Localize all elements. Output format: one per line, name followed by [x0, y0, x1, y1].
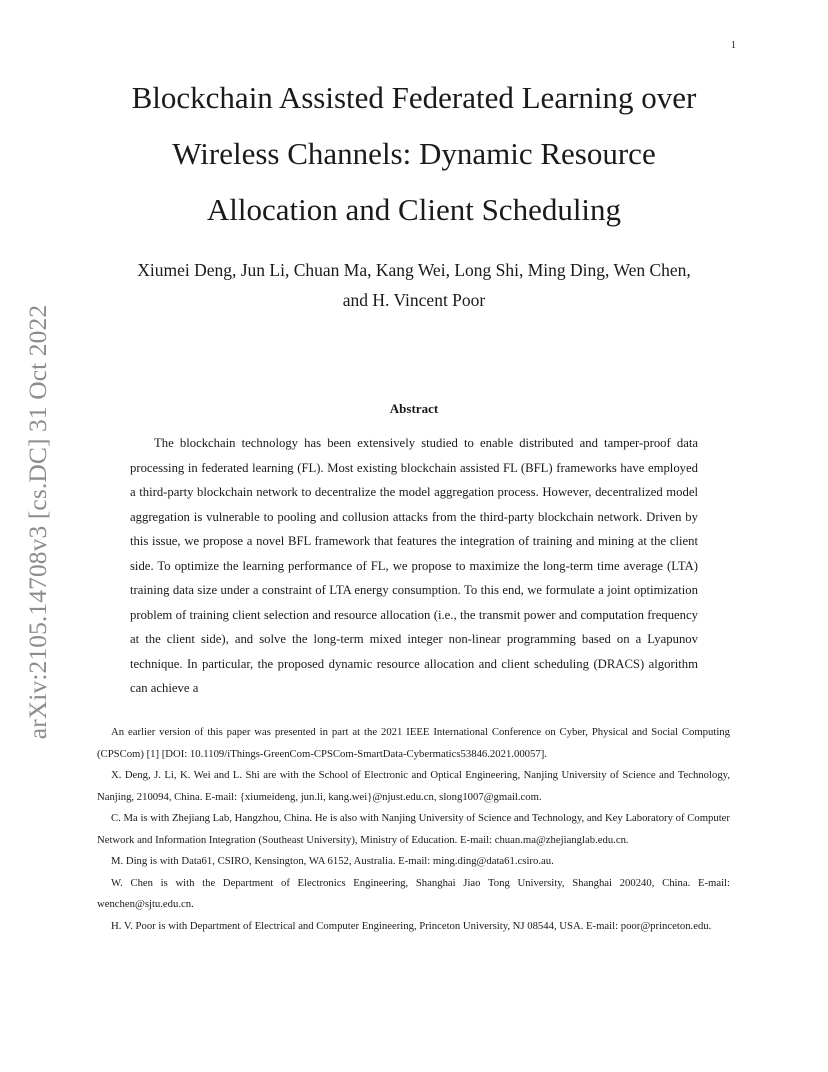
- abstract-body: The blockchain technology has been extensively studied to enable distributed and tamper-proof data processing in federated learning (FL). Most existing blockchain assisted FL (BFL) frameworks have employed a third-party blockchain network to decentralize the model aggregation process. However, decentralized model aggregation is vulnerable to pooling and collusion attacks from the third-party blockchain network. Driven by this issue, we propose a novel BFL framework that features the integration of training and mining at the client side. To optimize the learning performance of FL, we propose to maximize the long-term time average (LTA) training data size under a constraint of LTA energy consumption. To this end, we formulate a joint optimization problem of training client selection and resource allocation (i.e., the transmit power and computation frequency at the client side), and solve the long-term mixed integer non-linear programming based on a Lyapunov technique. In particular, the proposed dynamic resource allocation and client scheduling (DRACS) algorithm can achieve a: [130, 436, 698, 695]
- title-line: Blockchain Assisted Federated Learning over: [131, 80, 697, 115]
- author-line: and H. Vincent Poor: [342, 290, 486, 310]
- author-list: [0, 255, 828, 315]
- arxiv-stamp: [22, 287, 54, 757]
- footnote: X. Deng, J. Li, K. Wei and L. Shi are with the School of Electronic and Optical Engineering, Nanjing University of Science and Technology, Nanjing, 210094, China. E-mail: {xiumeideng, jun.li, kang.wei}@njust.edu.cn, slong1007@gmail.com.: [97, 769, 730, 803]
- page-number: 1: [731, 40, 736, 51]
- footnote: W. Chen is with the Department of Electronics Engineering, Shanghai Jiao Tong University, Shanghai 200240, China. E-mail: wenchen@sjtu.edu.cn.: [97, 876, 730, 910]
- author-line: Xiumei Deng, Jun Li, Chuan Ma, Kang Wei, Long Shi, Ming Ding, Wen Chen,: [137, 260, 691, 280]
- title-line: Wireless Channels: Dynamic Resource: [172, 136, 656, 171]
- footnote: An earlier version of this paper was presented in part at the 2021 IEEE International Conference on Cyber, Physical and Social Computing (CPSCom) [1] [DOI: 10.1109/iThings-GreenCom-CPSCom-SmartData-Cybermatics53846.2021.00057].: [97, 726, 730, 760]
- abstract-heading: Abstract: [389, 401, 439, 416]
- paper-title: [0, 70, 828, 238]
- title-line: Allocation and Client Scheduling: [206, 192, 622, 227]
- footnote: H. V. Poor is with Department of Electrical and Computer Engineering, Princeton University, NJ 08544, USA. E-mail: poor@princeton.edu.: [111, 919, 712, 932]
- footnotes: [97, 722, 730, 937]
- footnote: C. Ma is with Zhejiang Lab, Hangzhou, China. He is also with Nanjing University of Science and Technology, and Key Laboratory of Computer Network and Information Integration (Southeast University), Ministry of Education. E-mail: chuan.ma@zhejianglab.edu.cn.: [97, 812, 730, 846]
- arxiv-identifier: arXiv:2105.14708v3 [cs.DC] 31 Oct 2022: [23, 304, 52, 740]
- footnote: M. Ding is with Data61, CSIRO, Kensington, WA 6152, Australia. E-mail: ming.ding@data61.csiro.au.: [111, 855, 554, 867]
